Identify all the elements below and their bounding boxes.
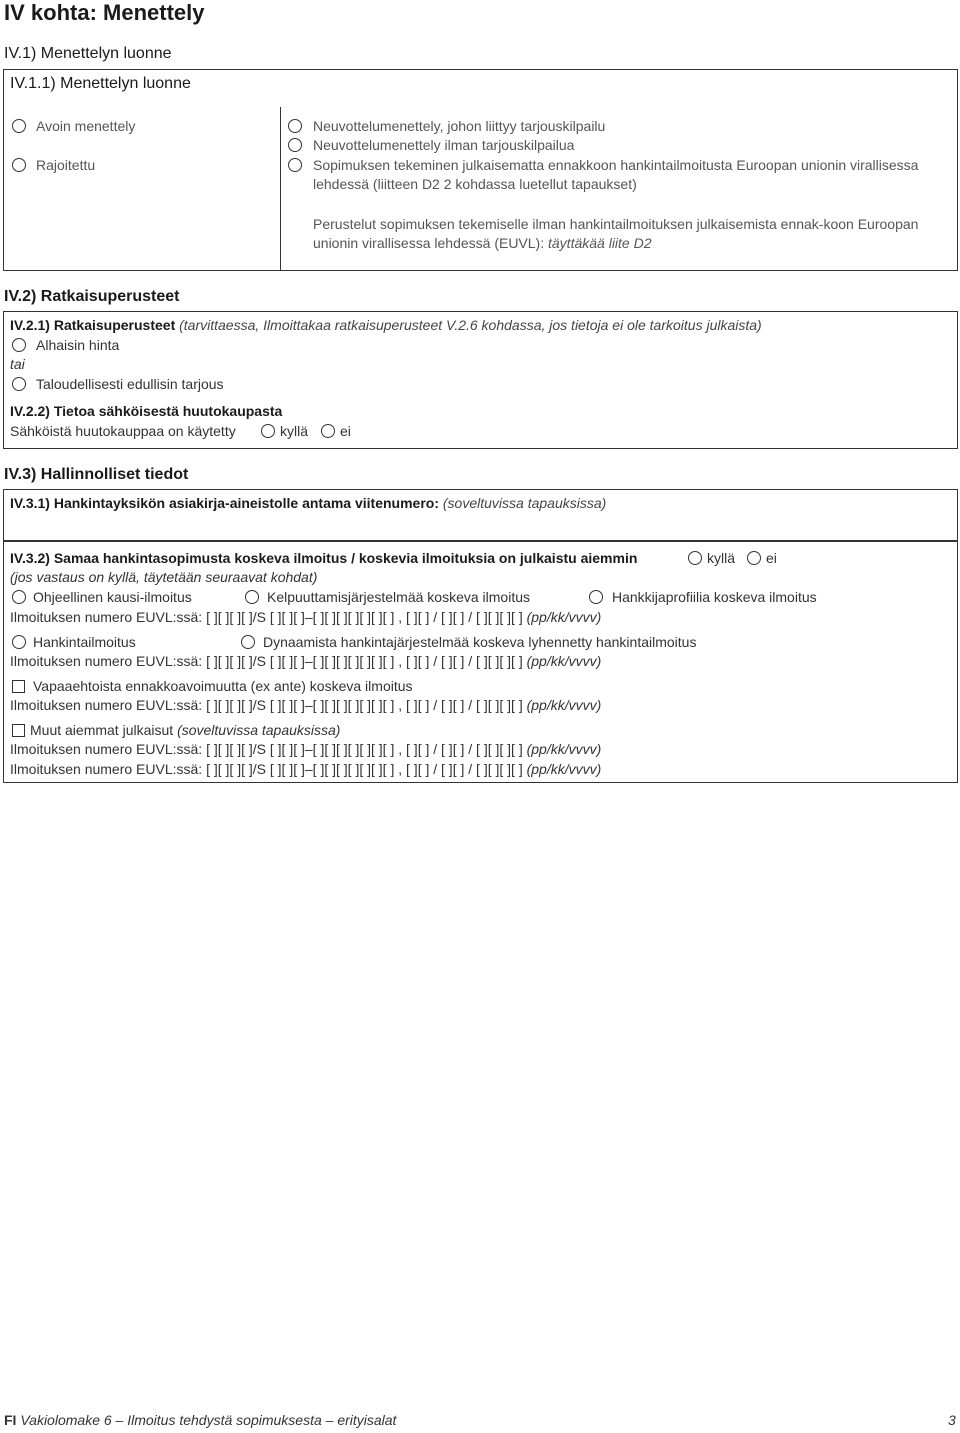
subheading-iv31: IV.3.1) Hankintayksikön asiakirja-aineistolle antama viitenumero: (soveltuvissa tapauksissa) [10, 495, 607, 511]
label-qualification-system: Kelpuuttamisjärjestelmää koskeva ilmoitus [267, 589, 530, 605]
radio-previous-no[interactable] [747, 551, 761, 565]
radio-contract-notice[interactable] [12, 635, 26, 649]
label-open-procedure: Avoin menettely [36, 118, 136, 134]
label-most-economic: Taloudellisesti edullisin tarjous [36, 376, 224, 392]
radio-eauction-no[interactable] [321, 424, 335, 438]
radio-negotiated-without-call[interactable] [288, 138, 302, 152]
subheading-iv11: IV.1.1) Menettelyn luonne [10, 75, 191, 92]
radio-eauction-yes[interactable] [261, 424, 275, 438]
label-negotiated-with-call: Neuvottelumenettely, johon liittyy tarjouskilpailu [313, 118, 606, 134]
label-voluntary-ex-ante: Vapaaehtoista ennakkoavoimuutta (ex ante) koskeva ilmoitus [33, 678, 413, 694]
notice-number-row-3[interactable]: Ilmoituksen numero EUVL:ssä: [ ][ ][ ][ ]/S [ ][ ][ ]–[ ][ ][ ][ ][ ][ ][ ] , [ ][ ] / [ ][ ] / [ ][ ][ ][ ] (pp/kk/vvvv) [10, 697, 602, 713]
notice-number-row-1[interactable]: Ilmoituksen numero EUVL:ssä: [ ][ ][ ][ ]/S [ ][ ][ ]–[ ][ ][ ][ ][ ][ ][ ] , [ ][ ] / [ ][ ] / [ ][ ][ ][ ] (pp/kk/vvvv) [10, 609, 602, 625]
radio-open-procedure[interactable] [12, 119, 26, 133]
label-eauction-no: ei [340, 423, 351, 439]
subheading-iv21: IV.2.1) Ratkaisuperusteet (tarvittaessa, Ilmoittakaa ratkaisuperusteet V.2.6 kohdassa, jos tietoja ei ole tarkoitus julkaista) [10, 317, 762, 333]
label-award-without-publication: Sopimuksen tekeminen julkaisematta ennakkoon hankintailmoitusta Euroopan unionin virallisessa [313, 157, 919, 173]
radio-buyer-profile[interactable] [589, 590, 603, 604]
label-dynamic-purchasing: Dynaamista hankintajärjestelmää koskeva lyhennetty hankintailmoitus [263, 634, 697, 650]
justification-text-1: Perustelut sopimuksen tekemiselle ilman hankintailmoituksen julkaisemista ennak-koon Euroopan [313, 216, 919, 232]
label-contract-notice: Hankintailmoitus [33, 634, 136, 650]
label-previous-no: ei [766, 550, 777, 566]
page-number: 3 [948, 1412, 956, 1428]
radio-most-economic[interactable] [12, 377, 26, 391]
label-previous-yes: kyllä [707, 550, 736, 566]
label-award-without-publication-cont: lehdessä (liitteen D2 2 kohdassa luetellut tapaukset) [313, 176, 637, 192]
label-eauction-yes: kyllä [280, 423, 309, 439]
radio-previous-yes[interactable] [688, 551, 702, 565]
label-pin: Ohjeellinen kausi-ilmoitus [33, 589, 192, 605]
heading-iv1: IV.1) Menettelyn luonne [4, 45, 172, 62]
notice-number-row-5[interactable]: Ilmoituksen numero EUVL:ssä: [ ][ ][ ][ ]/S [ ][ ][ ]–[ ][ ][ ][ ][ ][ ][ ] , [ ][ ] / [ ][ ] / [ ][ ][ ][ ] (pp/kk/vvvv) [10, 761, 602, 777]
label-negotiated-without-call: Neuvottelumenettely ilman tarjouskilpailua [313, 137, 575, 153]
label-other-publications: Muut aiemmat julkaisut (soveltuvissa tapauksissa) [30, 722, 341, 738]
heading-iv3: IV.3) Hallinnolliset tiedot [4, 466, 189, 483]
notice-number-row-4[interactable]: Ilmoituksen numero EUVL:ssä: [ ][ ][ ][ ]/S [ ][ ][ ]–[ ][ ][ ][ ][ ][ ][ ] , [ ][ ] / [ ][ ] / [ ][ ][ ][ ] (pp/kk/vvvv) [10, 741, 602, 757]
label-if-yes: (jos vastaus on kyllä, täytetään seuraavat kohdat) [10, 569, 318, 585]
subheading-iv32: IV.3.2) Samaa hankintasopimusta koskeva ilmoitus / koskevia ilmoituksia on julkaistu aiemmin [10, 550, 638, 566]
checkbox-voluntary-ex-ante[interactable] [12, 680, 25, 693]
label-or: tai [10, 356, 25, 372]
radio-qualification-system[interactable] [245, 590, 259, 604]
section-title: IV kohta: Menettely [4, 0, 205, 25]
annex-d2-reference: täyttäkää liite D2 [548, 235, 652, 251]
heading-iv2: IV.2) Ratkaisuperusteet [4, 288, 180, 305]
radio-negotiated-with-call[interactable] [288, 119, 302, 133]
radio-pin[interactable] [12, 590, 26, 604]
radio-dynamic-purchasing[interactable] [241, 635, 255, 649]
justification-text-2: unionin virallisessa lehdessä (EUVL): täyttäkää liite D2 [313, 235, 652, 251]
label-eauction-question: Sähköistä huutokauppaa on käytetty [10, 423, 236, 439]
radio-lowest-price[interactable] [12, 338, 26, 352]
radio-award-without-publication[interactable] [288, 158, 302, 172]
label-restricted: Rajoitettu [36, 157, 96, 173]
footer-left: FI Vakiolomake 6 – Ilmoitus tehdystä sopimuksesta – erityisalat [4, 1412, 397, 1428]
column-divider [280, 107, 281, 271]
radio-restricted[interactable] [12, 158, 26, 172]
label-buyer-profile: Hankkijaprofiilia koskeva ilmoitus [612, 589, 817, 605]
label-lowest-price: Alhaisin hinta [36, 337, 120, 353]
checkbox-other-publications[interactable] [12, 724, 25, 737]
notice-number-row-2[interactable]: Ilmoituksen numero EUVL:ssä: [ ][ ][ ][ ]/S [ ][ ][ ]–[ ][ ][ ][ ][ ][ ][ ] , [ ][ ] / [ ][ ] / [ ][ ][ ][ ] (pp/kk/vvvv) [10, 653, 602, 669]
subheading-iv22: IV.2.2) Tietoa sähköisestä huutokaupasta [10, 403, 283, 419]
